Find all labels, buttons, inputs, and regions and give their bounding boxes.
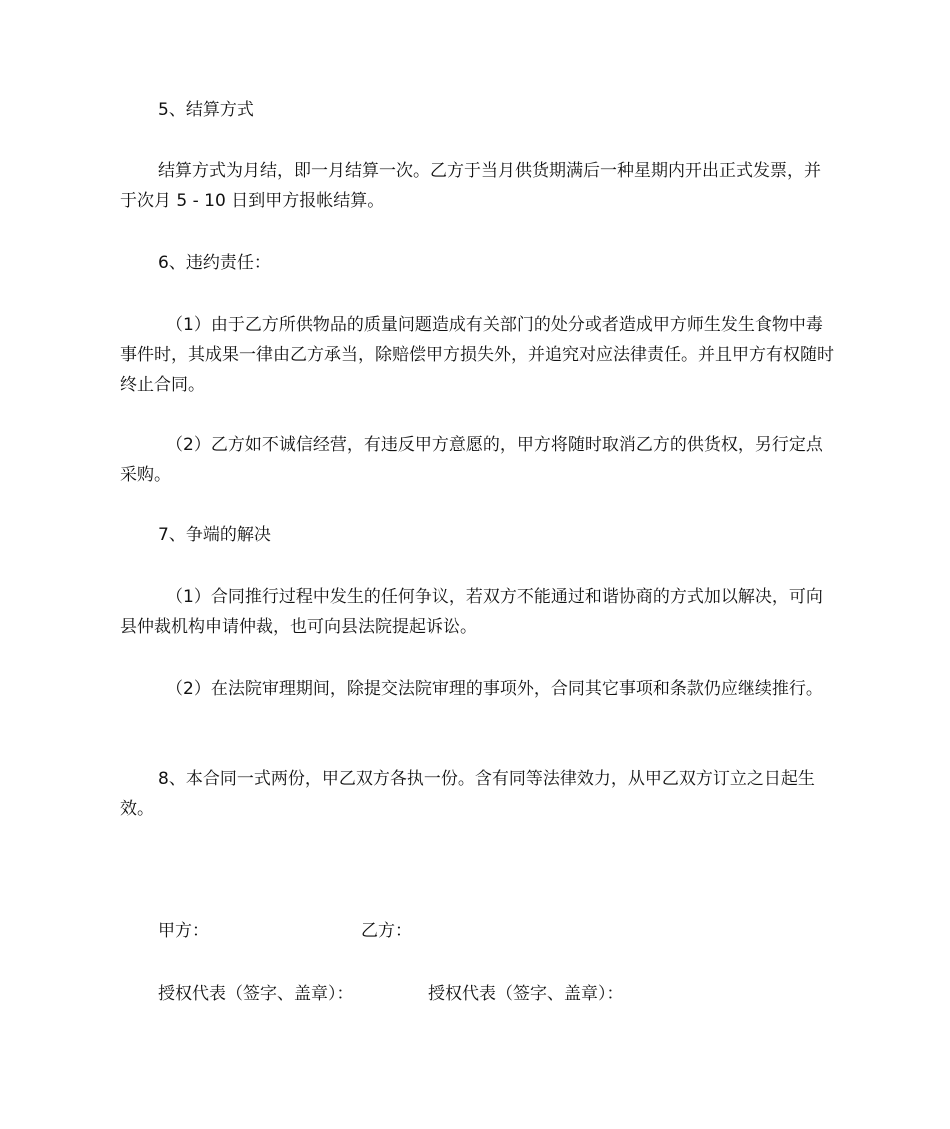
section-7-item-1: （1）合同推行过程中发生的任何争议，若双方不能通过和谐协商的方式加以解决，可向县仲裁机构申请仲裁，也可向县法院提起诉讼。 <box>120 587 823 637</box>
section-7-item-2: （2）在法院审理期间，除提交法院审理的事项外，合同其它事项和条款仍应继续推行。 <box>166 679 823 699</box>
section-6-title: 6、违约责任： <box>158 253 271 273</box>
party-a-representative: 授权代表（签字、盖章）： <box>158 984 354 1004</box>
party-a-label: 甲方： <box>158 921 209 941</box>
party-b-label: 乙方： <box>361 921 412 941</box>
section-5-title: 5、结算方式 <box>158 100 254 120</box>
party-b-representative: 授权代表（签字、盖章）： <box>428 984 624 1004</box>
section-6-item-1: （1）由于乙方所供物品的质量问题造成有关部门的处分或者造成甲方师生发生食物中毒事件时，其成果一律由乙方承当，除赔偿甲方损失外，并追究对应法律责任。并且甲方有权随时终止合同。 <box>120 315 834 395</box>
section-6-item-2: （2）乙方如不诚信经营，有违反甲方意愿的，甲方将随时取消乙方的供货权，另行定点采购。 <box>120 435 823 485</box>
section-7-title: 7、争端的解决 <box>158 525 271 545</box>
section-5-body: 结算方式为月结，即一月结算一次。乙方于当月供货期满后一种星期内开出正式发票，并于次月 5 - 10 日到甲方报帐结算。 <box>120 161 821 211</box>
section-8: 8、本合同一式两份，甲乙双方各执一份。含有同等法律效力，从甲乙双方订立之日起生效。 <box>120 769 815 819</box>
